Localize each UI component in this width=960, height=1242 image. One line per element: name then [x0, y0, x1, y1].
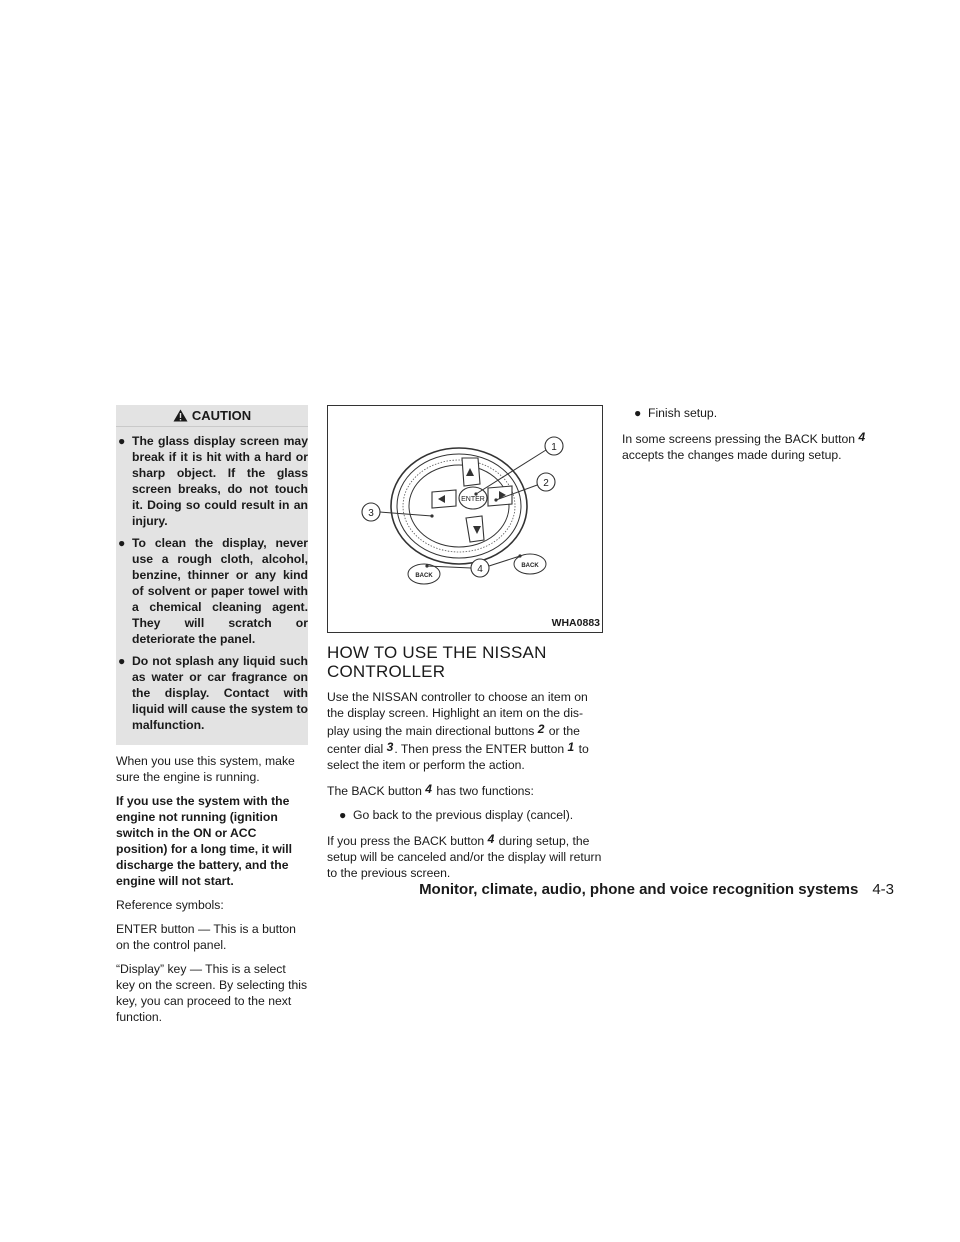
- controller-figure: [327, 405, 603, 633]
- caution-item-text: The glass display screen may break if it is hit with a hard or sharp object. If the glass screen breaks, do not touch it. Doing so could result in an injury.: [132, 434, 308, 528]
- ref-number-1: 1: [567, 740, 575, 754]
- ref-number-4: 4: [425, 782, 432, 796]
- heading-line-2: CONTROLLER: [327, 662, 446, 681]
- callout-2: 2: [543, 478, 549, 489]
- caution-title: CAUTION: [191, 407, 252, 423]
- bullet-icon: ●: [634, 406, 642, 420]
- middle-column: [327, 405, 603, 881]
- chapter-title: Monitor, climate, audio, phone and voice recognition systems: [419, 881, 859, 898]
- text-run: during setup, the setup will be canceled and/or the display will return to the previous screen.: [327, 834, 602, 880]
- caution-item-text: Do not splash any liquid such as water or car fragrance on the display. Contact with liquid will cause the system to malfunction.: [132, 654, 308, 732]
- text-run: . Then press the ENTER button: [394, 742, 565, 756]
- right-column: [622, 405, 900, 463]
- ref-number-4: 4: [487, 832, 495, 846]
- text-run: Use the NISSAN controller to choose an item on the display screen. Highlight an item on the dis-play using the main directional buttons: [327, 690, 588, 738]
- text-run: accepts the changes made during setup.: [622, 448, 842, 462]
- text-run: to select the item or perform the action.: [327, 742, 589, 772]
- callout-4: 4: [477, 564, 483, 575]
- back-label-right: BACK: [521, 563, 539, 569]
- text-run: In some screens pressing the BACK button: [622, 432, 856, 446]
- paragraph-reference-symbols: Reference symbols:: [116, 898, 224, 912]
- callout-3: 3: [368, 508, 374, 519]
- text-run: has two functions:: [436, 784, 534, 798]
- bullet-icon: ●: [118, 654, 126, 668]
- heading-line-1: HOW TO USE THE NISSAN: [327, 643, 547, 662]
- left-column: [116, 405, 308, 1025]
- caution-item: [118, 535, 308, 647]
- caution-item: [118, 433, 308, 529]
- caution-header: [116, 405, 308, 427]
- list-item: [622, 405, 900, 421]
- text-run: or the center dial: [327, 724, 580, 756]
- paragraph-accept-changes: [622, 429, 900, 463]
- ref-number-2: 2: [537, 722, 545, 736]
- caution-box: [116, 405, 308, 745]
- page-number: 4-3: [872, 881, 894, 898]
- paragraph-enter-button: ENTER button — This is a button on the control panel.: [116, 922, 296, 952]
- text-run: If you press the BACK button: [327, 834, 485, 848]
- paragraph-engine-running: When you use this system, make sure the engine is running.: [116, 754, 295, 784]
- figure-code: WHA0883: [551, 617, 600, 629]
- list-item-text: Finish setup.: [648, 406, 718, 420]
- bullet-icon: ●: [118, 536, 126, 550]
- section-heading: [327, 643, 603, 681]
- ref-number-3: 3: [386, 740, 394, 754]
- bullet-icon: ●: [339, 808, 347, 822]
- paragraph-back-button: [327, 781, 603, 799]
- list-item: [327, 807, 603, 823]
- ref-number-4: 4: [858, 430, 866, 444]
- text-run: The BACK button: [327, 784, 422, 798]
- nissan-controller-illustration: [328, 406, 602, 632]
- paragraph-display-key: “Display” key — This is a select key on the screen. By selecting this key, you can proceed to the next function.: [116, 962, 308, 1024]
- caution-list: [116, 427, 308, 733]
- list-item-text: Go back to the previous display (cancel).: [353, 808, 574, 822]
- callout-1: 1: [551, 442, 557, 453]
- caution-item: [118, 653, 308, 733]
- warning-icon: [173, 409, 188, 422]
- paragraph-controller-usage: [327, 689, 603, 773]
- paragraph-back-during-setup: [327, 831, 603, 881]
- enter-label: ENTER: [461, 496, 485, 503]
- page-footer: [419, 881, 894, 898]
- bullet-icon: ●: [118, 434, 126, 448]
- paragraph-battery-warning: If you use the system with the engine not running (ignition switch in the ON or ACC position) for a long time, it will discharge the battery, and the engine will not start.: [116, 794, 293, 888]
- caution-item-text: To clean the display, never use a rough cloth, alcohol, benzine, thinner or any kind of solvent or paper towel with a chemical cleaning agent. They will scratch or deteriorate the panel.: [132, 536, 308, 646]
- back-label-left: BACK: [415, 573, 433, 579]
